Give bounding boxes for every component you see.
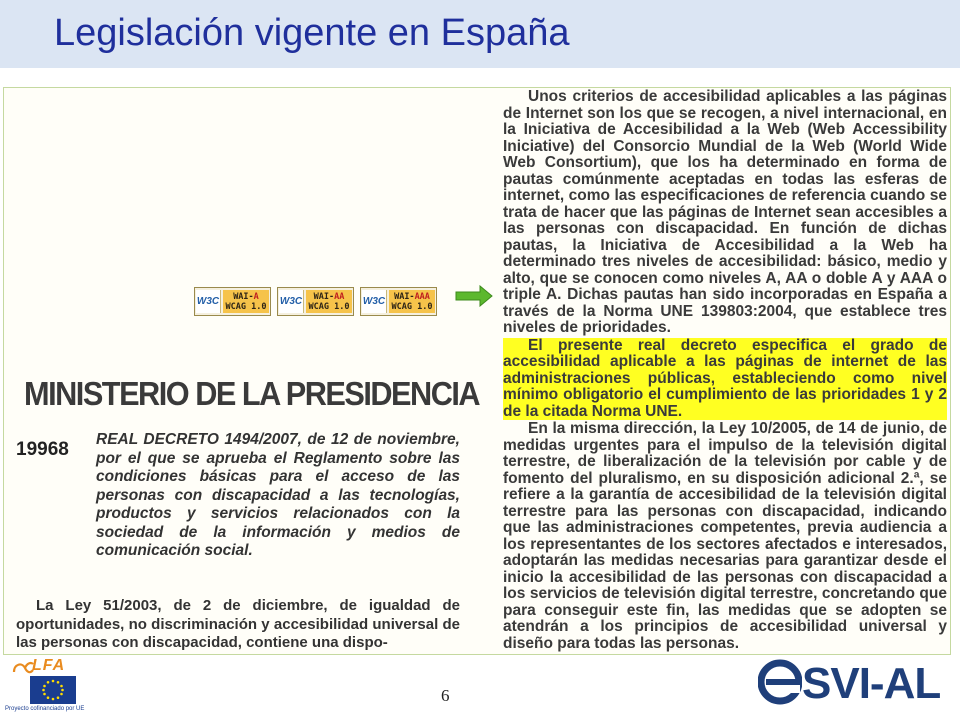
accessibility-criteria-paragraph: Unos criterios de accesibilidad aplicables a las páginas de Internet son los que se recogen, a nivel internacional, en la Iniciativa de Accesibilidad a la Web (Web Accessibility Iniciative) del Consorcio Mundial de la Web (World Wide Web Consortium), que los ha determinado en forma de pautas comúnmente aceptadas en todas las esferas de internet, como las especificaciones de referencia cuando se trata de hacer que las páginas de Internet sean accesibles a las personas con discapacidad. En función de dichas pautas, la Iniciativa de Accesibilidad a la Web ha determinado tres niveles de accesibilidad: básico, medio y alto, que se conocen como niveles A, AA o doble A y AAA o triple A. Dichas pautas han sido incorporadas en España a través de la Norma UNE 139803:2004, que establece tres niveles de prioridades. (503, 88, 947, 336)
eu-flag-icon (30, 676, 76, 704)
document-body (503, 89, 947, 652)
arrow-right-icon (454, 285, 494, 307)
wcag-badges (194, 287, 437, 316)
page-number: 6 (441, 686, 450, 705)
w3c-logo: W3C (279, 290, 304, 313)
w3c-logo: W3C (196, 290, 221, 313)
decree-number: 19968 (16, 439, 69, 460)
ministry-heading: MINISTERIO DE LA PRESIDENCIA (24, 375, 480, 412)
intro-paragraph: La Ley 51/2003, de 2 de diciembre, de igualdad de oportunidades, no discriminación y accesibilidad universal de las personas con discapacidad, contiene una dispo- (16, 597, 460, 651)
wcag-a-badge (194, 287, 271, 316)
eu-caption: Proyecto cofinanciado por UE (5, 706, 85, 712)
document-image (3, 87, 951, 655)
badge-label: WAI-A WCAG 1.0 (223, 290, 269, 313)
badge-label: WAI-AA WCAG 1.0 (306, 290, 352, 313)
title-bar (0, 0, 960, 68)
wcag-aaa-badge (360, 287, 437, 316)
w3c-logo: W3C (362, 290, 387, 313)
badge-label: WAI-AAA WCAG 1.0 (389, 290, 435, 313)
slide-title: Legislación vigente en España (54, 12, 570, 54)
tv-law-paragraph: En la misma dirección, la Ley 10/2005, de 14 de junio, de medidas urgentes para el impulso de la televisión digital terrestre, de liberalización de la televisión por cable y de fomento del pluralismo, en su disposición adicional 2.ª, se refiere a la garantía de accesibilidad de la televisión digital terrestre para las personas con discapacidad, indicando que las administraciones competentes, previa audiencia a los representantes de los sectores afectados e interesados, adoptarán las medidas necesarias para garantizar desde el inicio la accesibilidad de las personas con discapacidad a los servicios de televisión digital terrestre, concretando que para conseguir este fin, las medidas que se adopten se atendrán a los principios de accesibilidad universal y diseño para todas las personas. (503, 420, 947, 652)
esvi-logo: SVI-AL (802, 659, 941, 708)
decree-title: REAL DECRETO 1494/2007, de 12 de noviembre, por el que se aprueba el Reglamento sobre las condiciones básicas para el acceso de las personas con discapacidad a las tecnologías, productos y servicios relacionados con la sociedad de la información y medios de comunicación social. (96, 431, 460, 559)
wcag-aa-badge (277, 287, 354, 316)
highlighted-paragraph: El presente real decreto especifica el grado de accesibilidad aplicable a las páginas de internet de las administraciones públicas, estableciendo como nivel mínimo obligatorio el cumplimiento de las prioridades 1 y 2 de la citada Norma UNE. (503, 336, 947, 420)
alfa-logo: LFA (32, 657, 66, 674)
esvi-e-icon (758, 657, 802, 707)
